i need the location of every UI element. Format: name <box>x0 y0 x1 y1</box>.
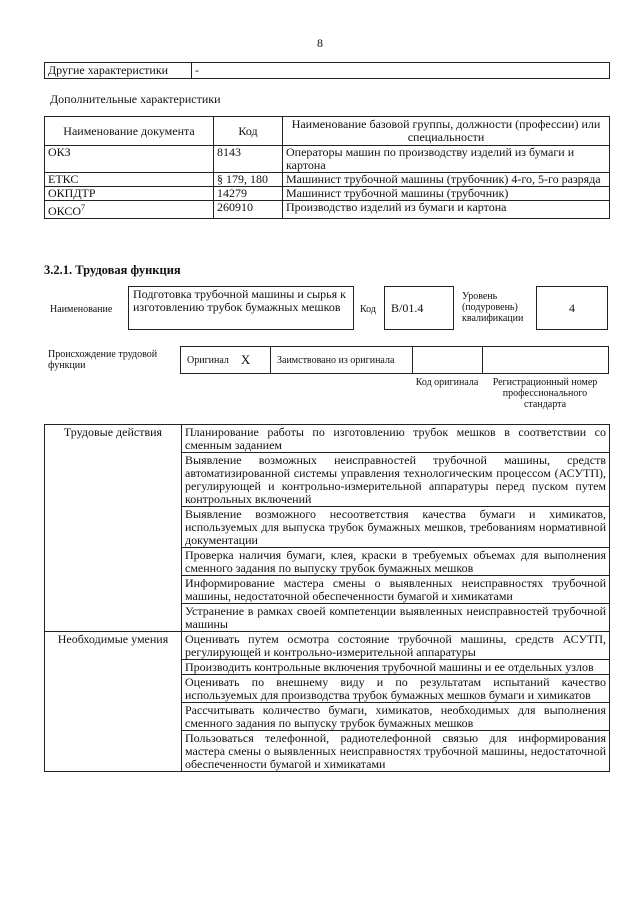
labor-action-item: Планирование работы по изготовлению трубок мешков в соответствии со сменным заданием <box>182 425 610 453</box>
additional-characteristics-table <box>44 116 610 219</box>
labor-action-item: Информирование мастера смены о выявленных неисправностях трубочной машины, недостаточной обеспеченности бумагой и химикатами <box>182 576 610 604</box>
skills-label: Необходимые умения <box>45 632 182 772</box>
code-cell: 14279 <box>214 187 283 201</box>
origin-row <box>180 346 609 374</box>
origin-original-cell <box>181 347 271 373</box>
skill-item: Рассчитывать количество бумаги, химикатов, необходимых для выполнения сменного задания по выпуску трубок бумажных мешков <box>182 703 610 731</box>
document-cell: ЕТКС <box>45 173 214 187</box>
additional-characteristics-heading: Дополнительные характеристики <box>50 92 221 106</box>
code-cell: 260910 <box>214 201 283 219</box>
origin-registration-cell <box>483 347 608 373</box>
skill-item: Пользоваться телефонной, радиотелефонной связью для информирования мастера смены о выявленных неисправностях трубочной машины, недостаточной обеспеченности бумагой и химикатами <box>182 731 610 772</box>
table-row <box>45 201 610 219</box>
section-title: 3.2.1. Трудовая функция <box>44 263 181 277</box>
labor-actions-label: Трудовые действия <box>45 425 182 632</box>
name-label: Наименование <box>50 304 113 315</box>
page-number: 8 <box>317 36 323 50</box>
skill-item: Оценивать путем осмотра состояние трубочной машины, средств АСУТП, регулирующей и контрольно-измерительной аппаратуры <box>182 632 610 660</box>
qualification-level-box: 4 <box>536 286 608 330</box>
origin-original-label: Оригинал <box>187 354 229 366</box>
labor-action-item: Выявление возможных неисправностей трубочной машины, средств автоматизированной системы управления технологическим процессом (АСУТП), регулирующей и контрольно-измерительной аппаратуры перед пуском путем контрольных включений <box>182 453 610 507</box>
table-row <box>45 187 610 201</box>
document-cell: ОКЗ <box>45 146 214 173</box>
group-name-cell: Производство изделий из бумаги и картона <box>283 201 610 219</box>
other-characteristics-value: - <box>192 63 610 79</box>
document-name: ОКСО <box>48 204 82 218</box>
origin-code-cell <box>413 347 483 373</box>
table-row <box>45 146 610 173</box>
table-row <box>45 425 610 453</box>
labor-action-item: Выявление возможного несоответствия качества бумаги и химикатов, используемых для выпуска трубок бумажных мешков, требованиям нормативной документации <box>182 507 610 548</box>
labor-function-table <box>44 424 610 772</box>
table-header-row <box>45 117 610 146</box>
document-cell: ОКПДТР <box>45 187 214 201</box>
code-cell: 8143 <box>214 146 283 173</box>
group-name-cell: Операторы машин по производству изделий из бумаги и картона <box>283 146 610 173</box>
origin-original-mark: X <box>240 352 251 367</box>
origin-borrowed-cell: Заимствовано из оригинала <box>271 347 413 373</box>
footnote-marker: 7 <box>81 203 86 212</box>
skill-item: Оценивать по внешнему виду и по результатам испытаний качество используемых для производства трубок бумажных мешков бумаги и химикатов <box>182 675 610 703</box>
column-header-group-name: Наименование базовой группы, должности (профессии) или специальности <box>283 117 610 146</box>
labor-action-item: Устранение в рамках своей компетенции выявленных неисправностей трубочной машины <box>182 604 610 632</box>
group-name-cell: Машинист трубочной машины (трубочник) <box>283 187 610 201</box>
origin-registration-caption: Регистрационный номер профессионального стандарта <box>492 377 598 410</box>
function-name-box: Подготовка трубочной машины и сырья к изготовлению трубок бумажных мешков <box>128 286 354 330</box>
table-row <box>45 632 610 660</box>
skill-item: Производить контрольные включения трубочной машины и ее отдельных узлов <box>182 660 610 675</box>
origin-label: Происхождение трудовой функции <box>48 349 158 371</box>
other-characteristics-label: Другие характеристики <box>45 63 192 79</box>
level-label: Уровень (подуровень) квалификации <box>462 291 524 324</box>
labor-action-item: Проверка наличия бумаги, клея, краски в требуемых объемах для выполнения сменного задания по выпуску трубок бумажных мешков <box>182 548 610 576</box>
column-header-code: Код <box>214 117 283 146</box>
table-row <box>45 173 610 187</box>
column-header-document: Наименование документа <box>45 117 214 146</box>
group-name-cell: Машинист трубочной машины (трубочник) 4-го, 5-го разряда <box>283 173 610 187</box>
function-code-box: B/01.4 <box>384 286 454 330</box>
origin-code-caption: Код оригинала <box>415 377 479 388</box>
document-cell <box>45 201 214 219</box>
code-label: Код <box>360 304 376 315</box>
code-cell: § 179, 180 <box>214 173 283 187</box>
other-characteristics-table <box>44 62 610 79</box>
